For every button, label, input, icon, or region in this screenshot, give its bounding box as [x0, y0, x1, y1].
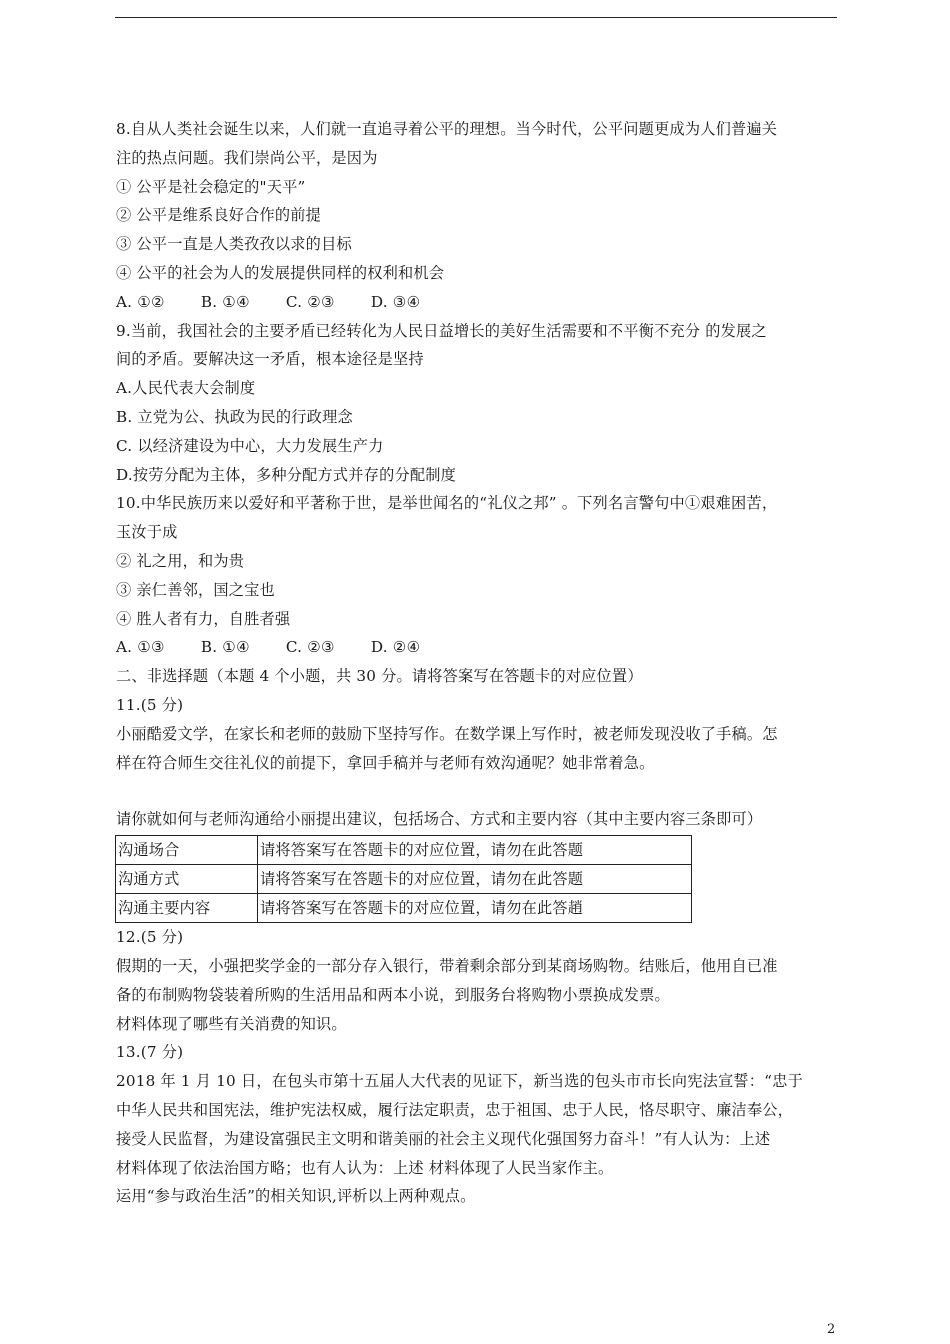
question-text-line: 玉汝于成	[116, 523, 178, 542]
option-b: B. ①④	[200, 638, 250, 657]
option-a: A. ①②	[116, 292, 165, 311]
option-d: D. ③④	[370, 292, 421, 311]
table-label-cell: 沟通方式	[116, 865, 258, 894]
option-c: C. ②③	[285, 292, 335, 311]
question-text-line: 小丽酷爱文学，在家长和老师的鼓励下坚持写作。在数学课上写作时，被老师发现没收了手稿。怎	[116, 724, 778, 743]
question-prompt: 请你就如何与老师沟通给小丽提出建议，包括场合、方式和主要内容（其中主要内容三条即可）	[116, 810, 763, 829]
question-text-line: 9.当前，我国社会的主要矛盾已经转化为人民日益增长的美好生活需要和不平衡不充分 的发展之	[116, 321, 767, 340]
statement-item: ④ 公平的社会为人的发展提供同样的权利和机会	[116, 263, 445, 282]
statement-item: ② 公平是维系良好合作的前提	[116, 206, 322, 225]
question-text-line: 假期的一天，小强把奖学金的一部分存入银行，带着剩余部分到某商场购物。结账后，他用自已准	[116, 956, 778, 975]
header-rule	[115, 17, 837, 18]
option-b: B. 立党为公、执政为民的行政理念	[116, 407, 353, 426]
table-label-cell: 沟通主要内容	[116, 894, 258, 923]
statement-item: ③ 亲仁善邻，国之宝也	[116, 580, 275, 599]
question-11	[116, 691, 840, 923]
answer-options	[116, 633, 840, 662]
question-score: 13.(7 分)	[116, 1043, 184, 1062]
question-text-line: 材料体现了依法治国方略；也有人认为：上述 材料体现了人民当家作主。	[116, 1158, 614, 1177]
statement-item: ① 公平是社会稳定的"天平”	[116, 177, 306, 196]
question-text-line: 8.自从人类社会诞生以来，人们就一直追寻着公平的理想。当今时代，公平问题更成为人们普遍关	[116, 120, 778, 138]
statement-item: ② 礼之用，和为贵	[116, 551, 245, 570]
question-score: 11.(5 分)	[116, 695, 184, 714]
question-text-line: 中华人民共和国宪法，维护宪法权威，履行法定职责，忠于祖国、忠于人民，恪尽职守、廉洁奉公，	[116, 1100, 794, 1119]
table-row	[116, 836, 692, 865]
table-value-cell: 请将答案写在答题卡的对应位置，请勿在此答趙	[258, 894, 692, 923]
table-label-cell: 沟通场合	[116, 836, 258, 865]
question-text-line: 备的布制购物袋装着所购的生活用品和两本小说，到服务台将购物小票换成发票。	[116, 985, 670, 1004]
statement-item: ③ 公平一直是人类孜孜以求的目标	[116, 235, 352, 254]
question-text-line: 运用“参与政治生活”的相关知识,评析以上两种观点。	[116, 1187, 476, 1206]
question-text-line: 样在符合师生交往礼仪的前提下，拿回手稿并与老师有效沟通呢？她非常着急。	[116, 753, 655, 772]
question-9	[116, 317, 840, 490]
option-c: C. 以经济建设为中心，大力发展生产力	[116, 436, 384, 455]
table-row	[116, 865, 692, 894]
option-d: D. ②④	[370, 638, 421, 657]
question-text-line: 2018 年 1 月 10 日，在包头市第十五届人大代表的见证下，新当选的包头市市长向宪法宣誓：“忠于	[116, 1072, 803, 1091]
question-text-line: 间的矛盾。要解决这一矛盾，根本途径是坚持	[116, 350, 424, 369]
option-b: B. ①④	[200, 292, 250, 311]
table-value-cell: 请将答案写在答题卡的对应位置，请勿在此答题	[258, 836, 692, 865]
option-a: A. ①③	[116, 638, 165, 657]
communication-table	[115, 835, 692, 923]
question-text-line: 材料体现了哪些有关消费的知识。	[116, 1014, 347, 1033]
page-number: 2	[827, 1322, 836, 1337]
option-a: A.人民代表大会制度	[116, 379, 256, 398]
question-text-line: 注的热点问题。我们崇尚公平，是因为	[116, 148, 378, 167]
option-c: C. ②③	[285, 638, 335, 657]
question-10	[116, 489, 840, 662]
question-score: 12.(5 分)	[116, 928, 184, 947]
question-text-line: 接受人民监督，为建设富强民主文明和谐美丽的社会主义现代化强国努力奋斗！”有人认为：上述	[116, 1129, 771, 1148]
answer-options	[116, 288, 840, 317]
question-12	[116, 923, 840, 1038]
question-13	[116, 1038, 840, 1211]
section-heading: 二、非选择题（本题 4 个小题，共 30 分。请将答案写在答题卡的对应位置）	[116, 667, 643, 686]
table-row	[116, 894, 692, 923]
statement-item: ④ 胜人者有力，自胜者强	[116, 609, 291, 628]
question-8	[116, 115, 840, 317]
table-value-cell: 请将答案写在答题卡的对应位置，请勿在此答题	[258, 865, 692, 894]
option-d: D.按劳分配为主体，多种分配方式并存的分配制度	[116, 465, 456, 484]
exam-content	[116, 115, 840, 1211]
question-text-line: 10.中华民族历来以爱好和平著称于世，是举世闻名的“礼仪之邦” 。下列名言警句中①艰难困苦，	[116, 494, 778, 513]
blank-space	[116, 777, 840, 805]
